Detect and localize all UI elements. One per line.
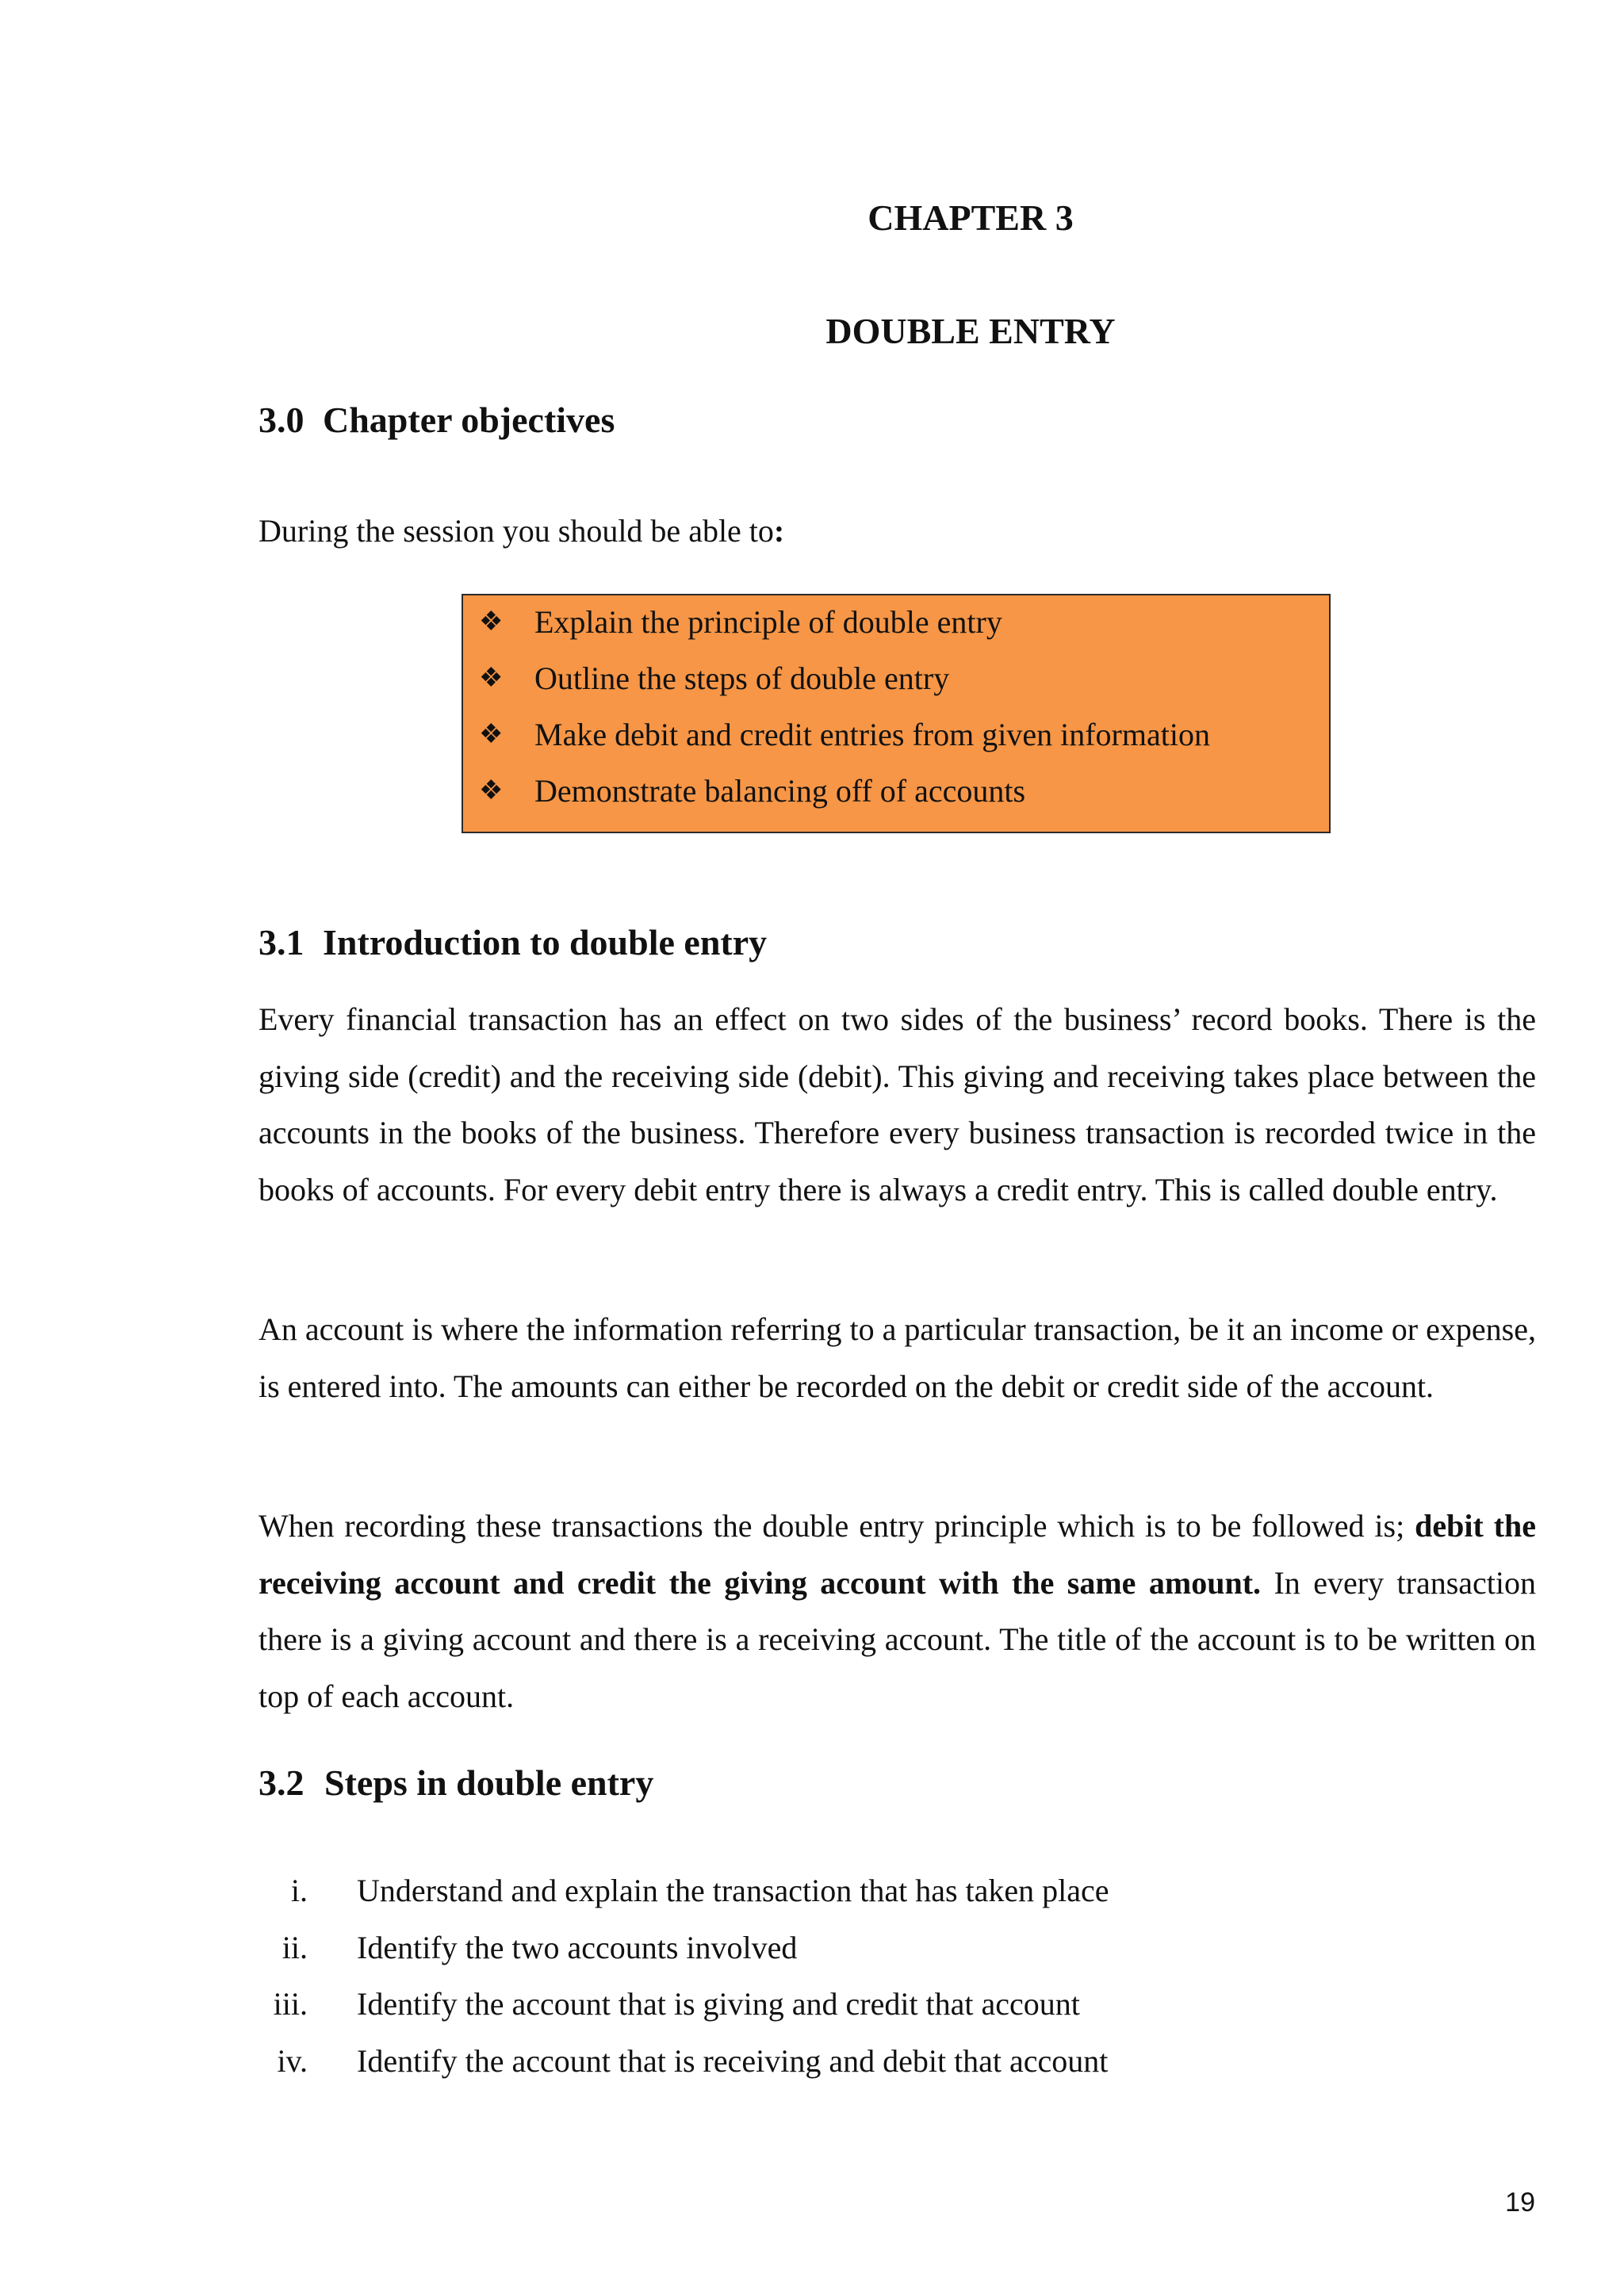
intro-paragraph-3 [259, 1498, 1536, 1724]
step-text: Identify the account that is giving and credit that account [357, 1986, 1080, 2022]
section-title: Introduction to double entry [323, 922, 768, 962]
section-number: 3.0 [259, 400, 304, 440]
chapter-title: DOUBLE ENTRY [825, 311, 1116, 351]
objective-text: Make debit and credit entries from given information [534, 717, 1210, 752]
section-title: Chapter objectives [323, 400, 615, 440]
step-number: iv. [277, 2042, 308, 2079]
step-number: i. [290, 1873, 308, 1908]
list-item [259, 1867, 1536, 1924]
list-item [259, 1980, 1536, 2038]
objective-item [479, 655, 949, 702]
paragraph-text: In every transaction there is a giving account and there is a receiving account. The title of the account is to be written on top of each account. [259, 1564, 1537, 1714]
section-heading-steps [259, 1759, 653, 1807]
section-number: 3.1 [259, 922, 304, 962]
objectives-intro [259, 507, 784, 555]
objectives-intro-text: During the session you should be able to [259, 513, 774, 549]
list-item [259, 2038, 1536, 2095]
page-number: 19 [1505, 2187, 1535, 2218]
objective-item [479, 767, 1025, 815]
section-heading-introduction [259, 919, 767, 966]
section-heading-objectives [259, 396, 615, 444]
intro-paragraph-2: An account is where the information referring to a particular transaction, be it an income or expense, is entered into. The amounts can either be recorded on the debit or credit side of the account. [259, 1311, 1536, 1404]
objective-text: Demonstrate balancing off of accounts [534, 773, 1026, 809]
diamond-bullet-icon: ❖ [479, 664, 504, 693]
objective-item [479, 599, 1002, 646]
steps-list [259, 1867, 1536, 2094]
section-number: 3.2 [259, 1762, 304, 1803]
step-text: Understand and explain the transaction that has taken place [357, 1873, 1109, 1908]
paragraph-text: When recording these transactions the double entry principle which is to be followed is; [259, 1508, 1415, 1544]
chapter-number: CHAPTER 3 [868, 197, 1074, 238]
step-text: Identify the account that is receiving and debit that account [357, 2042, 1109, 2079]
objective-item [479, 711, 1210, 759]
diamond-bullet-icon: ❖ [479, 776, 504, 806]
diamond-bullet-icon: ❖ [479, 720, 504, 749]
step-text: Identify the two accounts involved [357, 1929, 798, 1965]
step-number: ii. [282, 1929, 308, 1965]
objective-text: Outline the steps of double entry [534, 660, 950, 696]
intro-paragraph-1: Every financial transaction has an effect on two sides of the business’ record books. There is the giving side (credit) and the receiving side (debit). This giving and receiving takes place between the accounts in the books of the business. Therefore every business transaction is recorded twice in the books of accounts. For every debit entry there is always a credit entry. This is called double entry. [259, 1001, 1536, 1207]
objective-text: Explain the principle of double entry [534, 604, 1002, 640]
objectives-intro-colon: : [773, 513, 785, 549]
list-item [259, 1924, 1536, 1981]
diamond-bullet-icon: ❖ [479, 607, 504, 637]
objectives-box [462, 594, 1331, 833]
step-number: iii. [273, 1986, 308, 2022]
principle-statement: debit the receiving account and credit the giving account with the same amount. [259, 1508, 1537, 1601]
section-title: Steps in double entry [324, 1762, 654, 1803]
